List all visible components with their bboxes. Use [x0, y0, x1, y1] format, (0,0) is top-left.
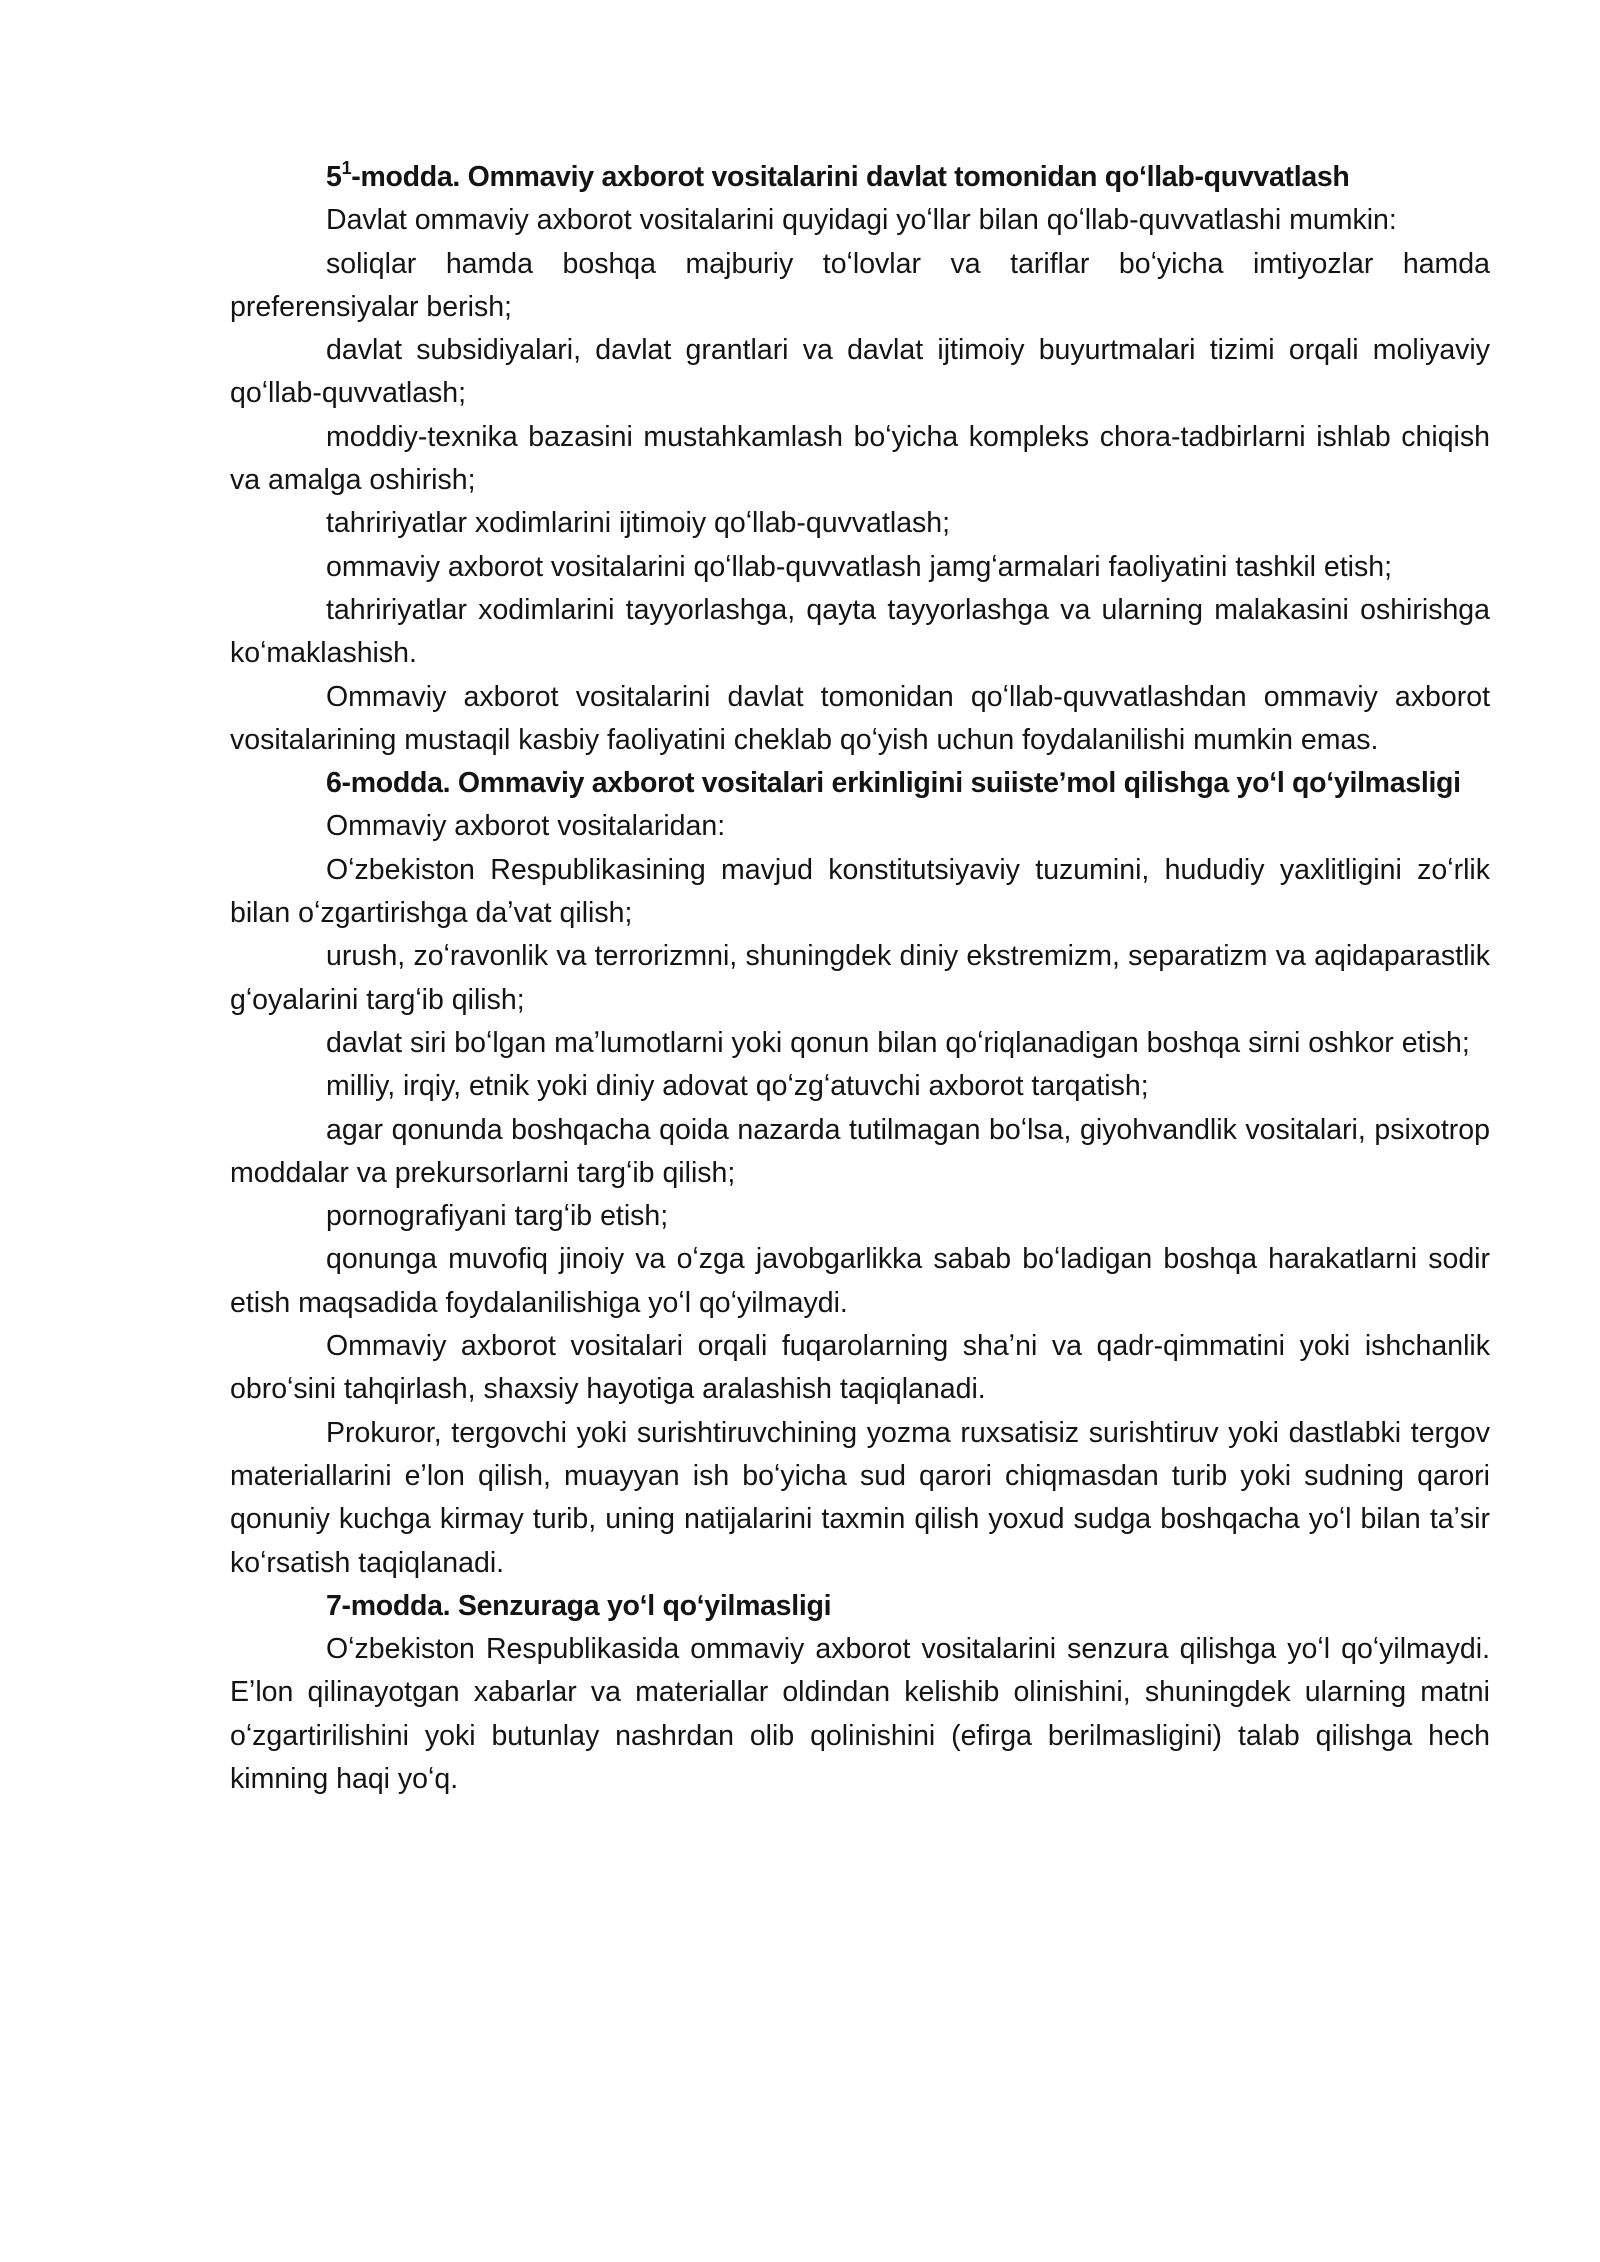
paragraph: Oʻzbekiston Respublikasida ommaviy axborot vositalarini senzura qilishga yoʻl qoʻyilmaydi. Eʼlon qilinayotgan xabarlar va materiallar oldindan kelishib olinishini, shuningdek ularning matni oʻzgartirilishini yoki butunlay nashrdan olib qolinishini (efirga berilmasligini) talab qilishga hech kimning haqi yoʻq. [230, 1633, 1490, 1795]
list-item: soliqlar hamda boshqa majburiy toʻlovlar va tariflar boʻyicha imtiyozlar hamda preferensiyalar berish; [230, 247, 1490, 323]
list-item: milliy, irqiy, etnik yoki diniy adovat qoʻzgʻatuvchi axborot tarqatish; [326, 1070, 1149, 1103]
list-item: moddiy-texnika bazasini mustahkamlash boʻyicha kompleks chora-tadbirlarni ishlab chiqish va amalga oshirish; [230, 420, 1490, 497]
list-item: pornografiyani targʻib etish; [326, 1200, 669, 1233]
document-page [230, 156, 1490, 1801]
list-item: urush, zoʻravonlik va terrorizmni, shuningdek diniy ekstremizm, separatizm va aqidaparastlik gʻoyalarini targʻib qilish; [230, 940, 1490, 1016]
heading-superscript: 1 [341, 158, 352, 178]
list-item: ommaviy axborot vositalarini qoʻllab-quvvatlash jamgʻarmalari faoliyatini tashkil etish; [326, 550, 1393, 583]
paragraph: Ommaviy axborot vositalari orqali fuqarolarning shaʼni va qadr-qimmatini yoki ishchanlik obroʻsini tahqirlash, shaxsiy hayotiga aralashish taqiqlanadi. [230, 1330, 1490, 1406]
list-item: tahririyatlar xodimlarini ijtimoiy qoʻllab-quvvatlash; [326, 507, 951, 540]
article-heading [230, 156, 1490, 199]
article-heading: 7-modda. Senzuraga yoʻl qoʻyilmasligi [326, 1589, 832, 1622]
list-item: qonunga muvofiq jinoiy va oʻzga javobgarlikka sabab boʻladigan boshqa harakatlarni sodir etish maqsadida foydalanilishiga yoʻl qoʻyilmaydi. [230, 1243, 1490, 1319]
paragraph: Ommaviy axborot vositalaridan: [326, 810, 726, 843]
paragraph: Davlat ommaviy axborot vositalarini quyidagi yoʻllar bilan qoʻllab-quvvatlashi mumkin: [326, 204, 1397, 237]
article-heading: 6-modda. Ommaviy axborot vositalari erkinligini suiisteʼmol qilishga yoʻl qoʻyilmasligi [326, 767, 1461, 800]
list-item: agar qonunda boshqacha qoida nazarda tutilmagan boʻlsa, giyohvandlik vositalari, psixotrop moddalar va prekursorlarni targʻib qilish; [230, 1113, 1490, 1189]
list-item: Oʻzbekiston Respublikasining mavjud konstitutsiyaviy tuzumini, hududiy yaxlitligini zoʻrlik bilan oʻzgartirishga daʼvat qilish; [230, 853, 1490, 930]
list-item: davlat siri boʻlgan maʼlumotlarni yoki qonun bilan qoʻriqlanadigan boshqa sirni oshkor etish; [326, 1026, 1470, 1059]
paragraph: Prokuror, tergovchi yoki surishtiruvchining yozma ruxsatisiz surishtiruv yoki dastlabki tergov materiallarini eʼlon qilish, muayyan ish boʻyicha sud qarori chiqmasdan turib yoki sudning qarori qonuniy kuchga kirmay turib, uning natijalarini taxmin qilish yoxud sudga boshqacha yoʻl bilan taʼsir koʻrsatish taqiqlanadi. [230, 1416, 1490, 1579]
heading-number: 5 [326, 161, 342, 193]
paragraph: Ommaviy axborot vositalarini davlat tomonidan qoʻllab-quvvatlashdan ommaviy axborot vositalarining mustaqil kasbiy faoliyatini cheklab qoʻyish uchun foydalanilishi mumkin emas. [230, 680, 1490, 756]
list-item: davlat subsidiyalari, davlat grantlari va davlat ijtimoiy buyurtmalari tizimi orqali moliyaviy qoʻllab-quvvatlash; [230, 334, 1490, 410]
heading-text: -modda. Ommaviy axborot vositalarini davlat tomonidan qoʻllab-quvvatlash [351, 161, 1350, 193]
list-item: tahririyatlar xodimlarini tayyorlashga, qayta tayyorlashga va ularning malakasini oshirishga koʻmaklashish. [230, 593, 1490, 670]
